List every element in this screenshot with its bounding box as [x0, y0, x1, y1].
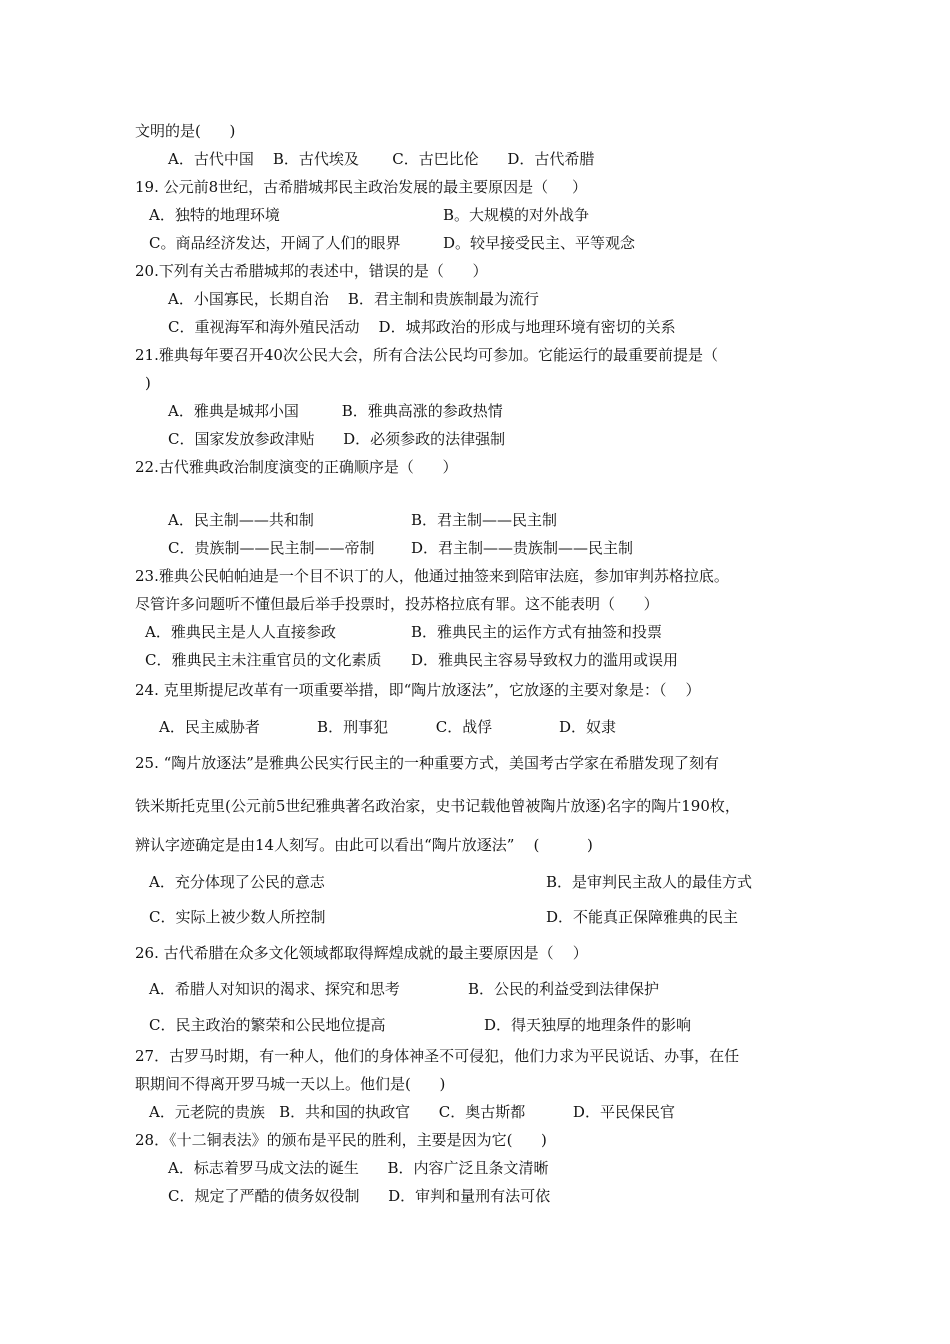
- question-22-option-d: D．君主制——贵族制——民主制: [411, 539, 634, 557]
- question-21-stem: 21.雅典每年要召开40次公民大会，所有合法公民均可参加。它能运行的最重要前提是（: [135, 346, 718, 364]
- question-25-option-d: D．不能真正保障雅典的民主: [546, 908, 739, 926]
- question-26-option-b: B．公民的利益受到法律保护: [468, 980, 660, 998]
- question-22-stem: 22.古代雅典政治制度演变的正确顺序是（ ）: [135, 458, 458, 476]
- question-24-stem: 24. 克里斯提尼改革有一项重要举措，即“陶片放逐法”，它放逐的主要对象是：（ ）: [135, 681, 701, 699]
- question-25-option-b: B．是审判民主敌人的最佳方式: [546, 873, 753, 891]
- question-23-option-d: D．雅典民主容易导致权力的滥用或误用: [411, 651, 679, 669]
- question-23-option-a: A．雅典民主是人人直接参政: [145, 623, 336, 641]
- question-20-options-cd: C．重视海军和海外殖民活动 D．城邦政治的形成与地理环境有密切的关系: [168, 318, 676, 336]
- question-18-continuation: 文明的是( ): [135, 122, 236, 140]
- question-26-option-c: C．民主政治的繁荣和公民地位提高: [149, 1016, 386, 1034]
- question-28-stem: 28．《十二铜表法》的颁布是平民的胜利，主要是因为它( ): [135, 1131, 547, 1149]
- question-26-option-a: A．希腊人对知识的渴求、探究和思考: [149, 980, 400, 998]
- question-25-option-c: C．实际上被少数人所控制: [149, 908, 326, 926]
- question-22-option-c: C．贵族制——民主制——帝制: [168, 539, 375, 557]
- question-19-stem: 19. 公元前8世纪，古希腊城邦民主政治发展的最主要原因是（ ）: [135, 178, 588, 196]
- question-19-option-c: C。商品经济发达，开阔了人们的眼界: [149, 234, 401, 252]
- question-25-stem-line2: 铁米斯托克里(公元前5世纪雅典著名政治家，史书记载他曾被陶片放逐)名字的陶片190枚，: [135, 797, 740, 815]
- question-26-stem: 26. 古代希腊在众多文化领域都取得辉煌成就的最主要原因是（ ）: [135, 944, 588, 962]
- question-26-option-d: D．得天独厚的地理条件的影响: [484, 1016, 692, 1034]
- question-23-option-b: B．雅典民主的运作方式有抽签和投票: [411, 623, 663, 641]
- question-25-option-a: A．充分体现了公民的意志: [149, 873, 325, 891]
- question-20-options-ab: A．小国寡民，长期自治 B．君主制和贵族制最为流行: [168, 290, 539, 308]
- question-27-options: A．元老院的贵族 B．共和国的执政官 C．奥古斯都 D．平民保民官: [149, 1103, 675, 1121]
- question-23-stem-line2: 尽管许多问题听不懂但最后举手投票时，投苏格拉底有罪。这不能表明（ ）: [135, 595, 659, 613]
- question-21-options-cd: C．国家发放参政津贴 D．必须参政的法律强制: [168, 430, 506, 448]
- question-28-options-ab: A．标志着罗马成文法的诞生 B．内容广泛且条文清晰: [168, 1159, 549, 1177]
- question-27-stem-line2: 职期间不得离开罗马城一天以上。他们是( ): [135, 1075, 446, 1093]
- question-27-stem: 27．古罗马时期，有一种人，他们的身体神圣不可侵犯，他们力求为平民说话、办事，在任: [135, 1047, 740, 1065]
- question-21-stem-end: ): [145, 374, 151, 392]
- question-19-option-b: B。大规模的对外战争: [443, 206, 590, 224]
- question-22-option-a: A．民主制——共和制: [168, 511, 314, 529]
- question-24-options: A．民主威胁者 B．刑事犯 C．战俘 D．奴隶: [159, 718, 617, 736]
- question-20-stem: 20.下列有关古希腊城邦的表述中，错误的是（ ）: [135, 262, 488, 280]
- question-19-option-d: D。较早接受民主、平等观念: [443, 234, 636, 252]
- question-18-options: A．古代中国 B．古代埃及 C．古巴比伦 D．古代希腊: [168, 150, 595, 168]
- question-25-stem: 25. “陶片放逐法”是雅典公民实行民主的一种重要方式，美国考古学家在希腊发现了刻有: [135, 754, 719, 772]
- question-23-option-c: C．雅典民主未注重官员的文化素质: [145, 651, 382, 669]
- question-23-stem: 23.雅典公民帕帕迪是一个目不识丁的人，他通过抽签来到陪审法庭，参加审判苏格拉底。: [135, 567, 729, 585]
- question-21-options-ab: A．雅典是城邦小国 B．雅典高涨的参政热情: [168, 402, 503, 420]
- question-28-options-cd: C．规定了严酷的债务奴役制 D．审判和量刑有法可依: [168, 1187, 551, 1205]
- question-22-option-b: B．君主制——民主制: [411, 511, 558, 529]
- question-19-option-a: A．独特的地理环境: [149, 206, 280, 224]
- question-25-stem-line3: 辨认字迹确定是由14人刻写。由此可以看出“陶片放逐法” ( ): [135, 836, 593, 854]
